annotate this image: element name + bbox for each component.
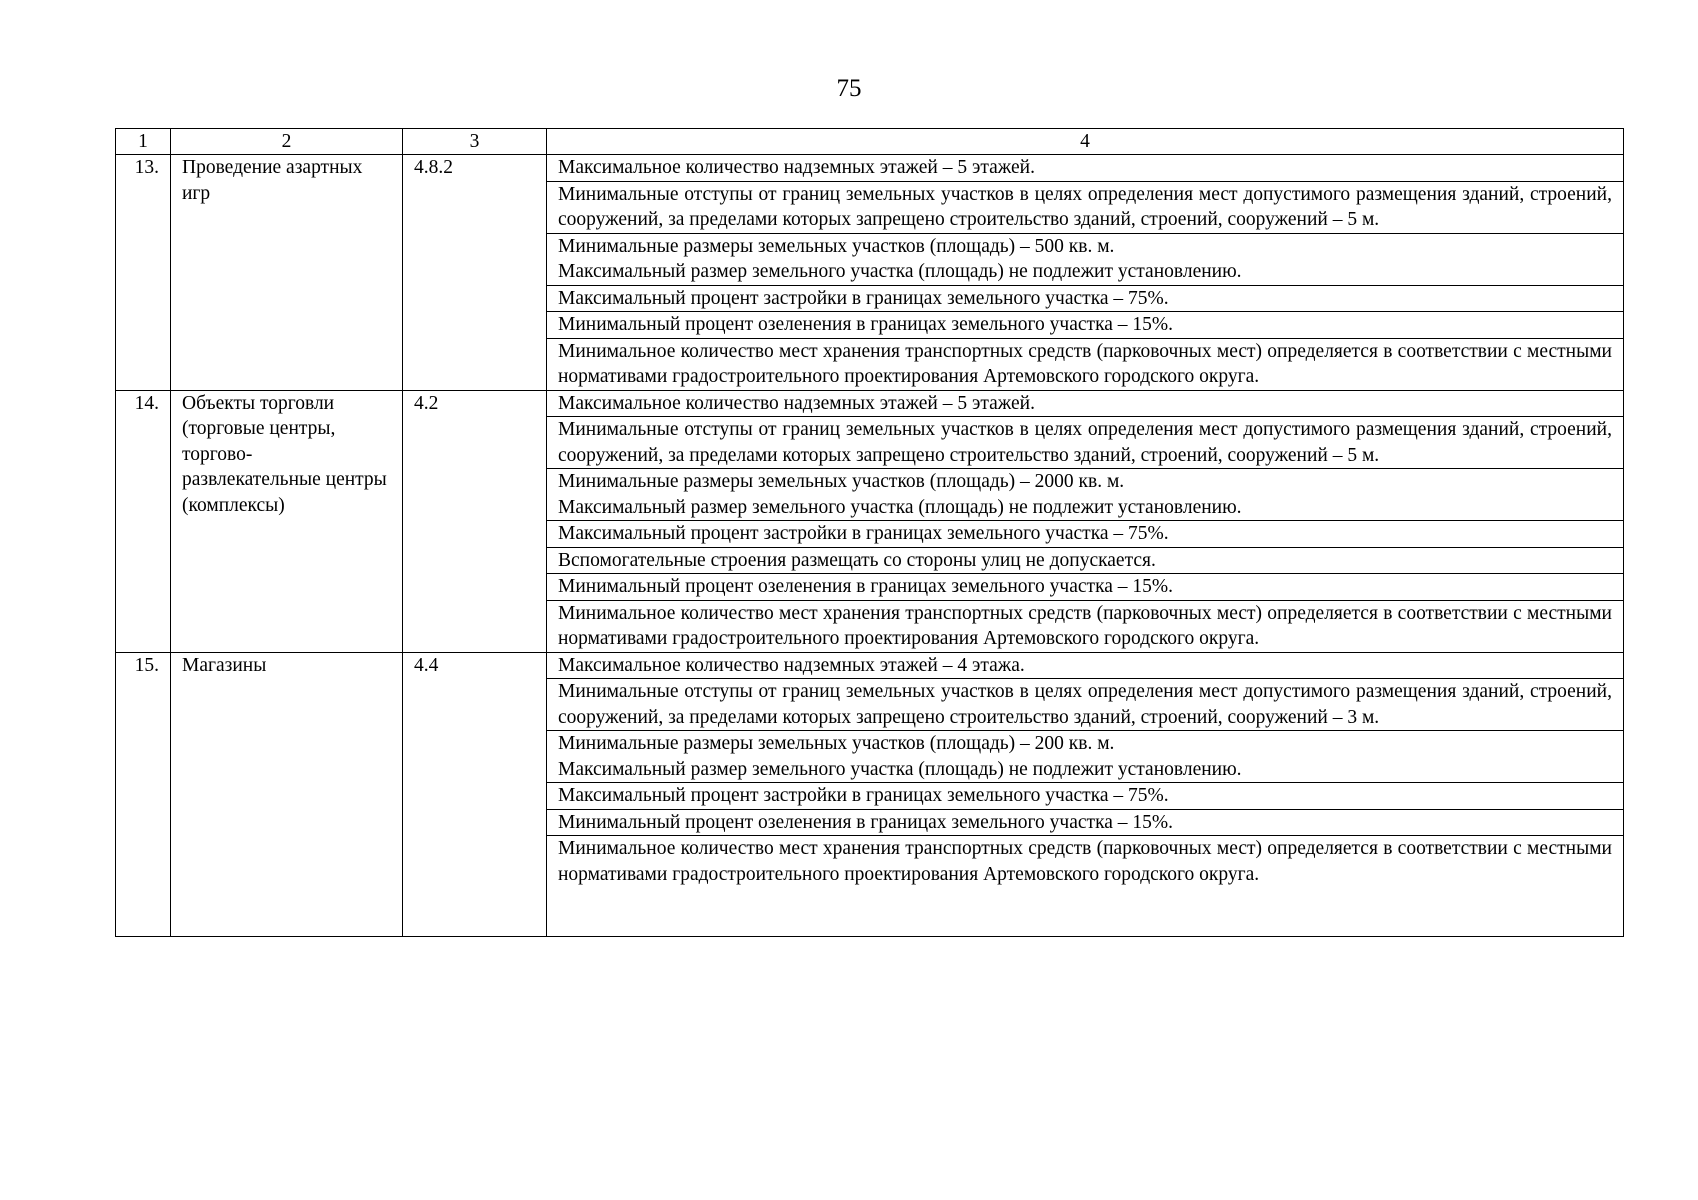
parameter-text: Максимальный размер земельного участка (площадь) не подлежит установлению. (558, 496, 1242, 518)
parameter-cell (547, 417, 1624, 469)
parameter-text: Минимальное количество мест хранения транспортных средств (парковочных мест) определяется в соответствии с местными нормативами градостроительного проектирования Артемовского городского округа. (558, 602, 1612, 649)
header-col-4: 4 (547, 129, 1624, 155)
header-row (116, 129, 1624, 155)
parameter-cell (547, 181, 1624, 233)
land-use-name: Проведение азартных игр (171, 155, 403, 391)
land-use-name: Магазины (171, 652, 403, 937)
parameter-text: Минимальные размеры земельных участков (площадь) – 2000 кв. м. (558, 471, 1125, 492)
table-body (116, 155, 1624, 937)
parameter-text: Минимальный процент озеленения в границах земельного участка – 15%. (558, 811, 1174, 833)
parameter-text: Минимальное количество мест хранения транспортных средств (парковочных мест) определяется в соответствии с местными нормативами градостроительного проектирования Артемовского городского округа. (558, 340, 1612, 387)
parameter-text: Максимальное количество надземных этажей – 5 этажей. (558, 157, 1035, 178)
parameter-cell (547, 285, 1624, 312)
parameter-cell (547, 521, 1624, 548)
parameter-cell (547, 652, 1624, 679)
parameter-text: Минимальный процент озеленения в границах земельного участка – 15%. (558, 314, 1174, 335)
parameter-text: Максимальный процент застройки в границах земельного участка – 75%. (558, 287, 1169, 309)
regulations-table (115, 128, 1624, 937)
parameter-text: Минимальные отступы от границ земельных участков в целях определения мест допустимого размещения зданий, строений, сооружений, за пределами которых запрещено строительство зданий, строений, сооружений – 5 м. (558, 419, 1612, 466)
table-row (116, 652, 1624, 679)
parameter-text: Максимальный процент застройки в границах земельного участка – 75%. (558, 523, 1169, 544)
parameter-text: Максимальный размер земельного участка (площадь) не подлежит установлению. (558, 758, 1242, 780)
table-row (116, 390, 1624, 417)
parameter-text: Минимальный процент озеленения в границах земельного участка – 15%. (558, 576, 1174, 597)
page-number: 75 (836, 75, 862, 102)
parameter-text: Минимальное количество мест хранения транспортных средств (парковочных мест) определяется в соответствии с местными нормативами градостроительного проектирования Артемовского городского округа. (558, 838, 1612, 885)
row-number: 13. (116, 155, 171, 391)
parameter-cell (547, 574, 1624, 601)
header-col-3: 3 (403, 129, 547, 155)
parameter-cell (547, 783, 1624, 810)
parameter-cell (547, 731, 1624, 783)
parameter-cell (547, 547, 1624, 574)
parameter-cell (547, 338, 1624, 390)
parameter-cell (547, 155, 1624, 182)
parameter-text: Максимальный процент застройки в границах земельного участка – 75%. (558, 785, 1169, 806)
parameter-cell (547, 312, 1624, 339)
parameter-text: Минимальные размеры земельных участков (площадь) – 500 кв. м. (558, 235, 1115, 257)
parameter-cell (547, 679, 1624, 731)
land-use-name: Объекты торговли (торговые центры, торгово-развлекательные центры (комплексы) (171, 390, 403, 652)
parameter-text: Минимальные размеры земельных участков (площадь) – 200 кв. м. (558, 733, 1115, 754)
land-use-code: 4.4 (403, 652, 547, 937)
header-col-1: 1 (116, 129, 171, 155)
land-use-code: 4.2 (403, 390, 547, 652)
parameter-cell (547, 809, 1624, 836)
parameter-cell (547, 836, 1624, 937)
header-col-2: 2 (171, 129, 403, 155)
land-use-code: 4.8.2 (403, 155, 547, 391)
parameter-text: Минимальные отступы от границ земельных участков в целях определения мест допустимого размещения зданий, строений, сооружений, за пределами которых запрещено строительство зданий, строений, сооружений – 5 м. (558, 183, 1612, 230)
parameter-cell (547, 600, 1624, 652)
parameter-cell (547, 233, 1624, 285)
parameter-text: Максимальное количество надземных этажей – 5 этажей. (558, 392, 1035, 414)
parameter-cell (547, 390, 1624, 417)
parameter-cell (547, 469, 1624, 521)
row-number: 15. (116, 652, 171, 937)
parameter-text: Максимальный размер земельного участка (площадь) не подлежит установлению. (558, 261, 1242, 282)
parameter-text: Вспомогательные строения размещать со стороны улиц не допускается. (558, 549, 1156, 571)
parameter-text: Максимальное количество надземных этажей – 4 этажа. (558, 654, 1025, 676)
row-number: 14. (116, 390, 171, 652)
parameter-text: Минимальные отступы от границ земельных участков в целях определения мест допустимого размещения зданий, строений, сооружений, за пределами которых запрещено строительство зданий, строений, сооружений – 3 м. (558, 681, 1612, 728)
table-row (116, 155, 1624, 182)
